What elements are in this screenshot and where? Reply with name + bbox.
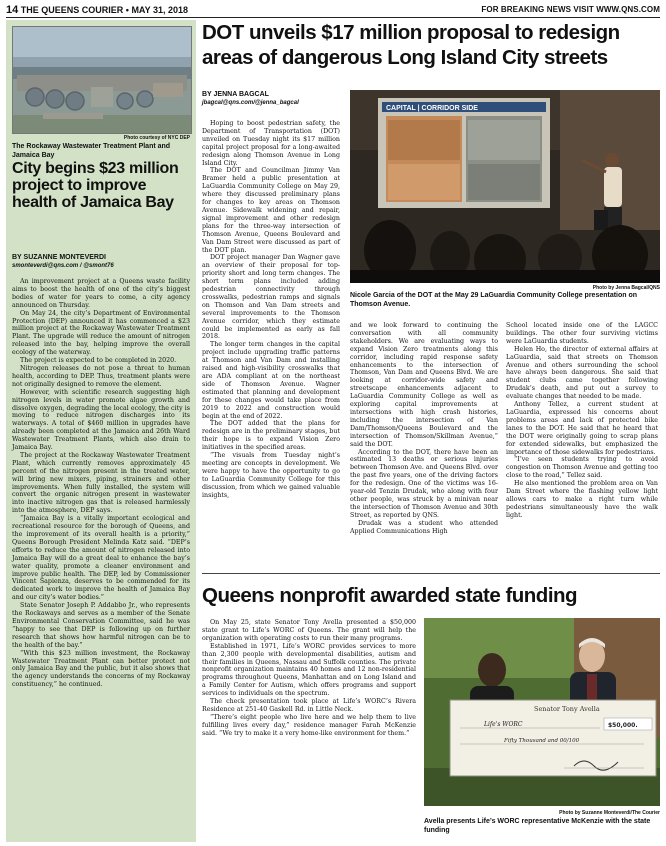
worc-check-photo [424, 618, 660, 806]
bay-byline: BY SUZANNE MONTEVERDI [12, 254, 106, 261]
bay-paragraph: State Senator Joseph P. Addabbo Jr., who represents the Rockaways and serves as a member of the Senate Environmental Conservation Committee, said he was “happy to see that DEP is following up on further research that shows how harmful nitrogen can be to the health of the bay.” [12, 602, 190, 649]
worc-paragraph: “There’s eight people who live here and we help them to live fulfilling lives every day,” residence manager Farah McKenzie said. “We try to make it a very home-like environment for them.” [202, 713, 416, 737]
bay-author-email[interactable]: smonteverdi@qns.com / @smont76 [12, 263, 114, 269]
page-header-bar [6, 4, 660, 18]
check-presentation-image [424, 618, 660, 806]
check-amount: $50,000. [608, 722, 638, 729]
issue-date: MAY 31, 2018 [131, 5, 188, 15]
dot-paragraph: He also mentioned the problem area on Van Dam Street where the flashing yellow light allows cars to make a right turn while pedestrians simultaneously have the walk light. [506, 480, 658, 519]
dot-paragraph: The longer term changes in the capital project include upgrading traffic patterns at Thomson and Van Dam and installing raised and high-visibility crosswalks that are ADA compliant at on the northeast side of Thomson Avenue. Wagner estimated that planning and development for these changes would take place from 2019 to 2022 and construction would begin at the end of 2022. [202, 341, 340, 420]
dot-headline: DOT unveils $17 million proposal to redesign areas of dangerous Long Island City streets [202, 21, 620, 69]
bay-paragraph: “Jamaica Bay is a vitally important ecological and recreational resource for the borough of Queens, and the improvement of its overall health is a priority,” Queens Borough President Melinda Katz said. “DEP’s efforts to reduce the amount of nitrogen released into Jamaica Bay will do a great deal to enhance the bay’s water quality, promote a cleaner environment and improve public health. The DEP, led by Commissioner Vincent Sapienza, deserves to be commended for its dedicated work to improve the health of Jamaica Bay and our city’s water bodies.” [12, 515, 190, 602]
dot-paragraph: Anthony Tellez, a current student at LaGuardia, expressed his concerns about problems areas and lack of protected bike lanes to the DOT. He said that he heard that the DOT were originally going to scrap plans for extended sidewalks, but emphasized the importance of those sidewalks for pedestrians. [506, 401, 658, 456]
worc-paragraph: Established in 1971, Life’s WORC provides services to more than 2,300 people with developmental disabilities, autism and their families in Queens, Nassau and Suffolk counties. The private nonprofit organization maintains 40 homes and 12 non-residential programs throughout Queens, Manhattan and on Long Island and a Family Center for Autism, which offers programs and support services to individuals on the spectrum. [202, 642, 416, 698]
bay-paragraph: On May 24, the city’s Department of Environmental Protection (DEP) announced it has commenced a $23 million project at the Rockaway Wastewater Treatment Plant. The upgrade will reduce the amount of nitrogen released into the bay, helping improve the overall ecology of the waterway. [12, 309, 190, 357]
dot-paragraph: “The visuals from Tuesday night’s meeting are concepts in development. We were happy to have the opportunity to go to LaGuardia Community College for this discussion, from which we gained valuable insights, [202, 452, 340, 499]
dot-photo-caption: Nicole Garcia of the DOT at the May 29 LaGuardia Community College presentation on Thomson Avenue. [350, 292, 638, 308]
dot-author-email[interactable]: jbagcal@qns.com/@jenna_bagcal [202, 100, 299, 106]
paper-name: THE QUEENS COURIER [20, 5, 124, 15]
dot-paragraph: According to the DOT, there have been an estimated 13 deaths or serious injuries between Thomson Ave. and Queens Blvd. over the past five years, one of the driving factors for the redesign. One of the victims was 16-year-old Tenzin Drudak, who along with four other people, was struck by a minivan near the intersection of Thomson Avenue and 30th Street, as reported by QNS. [350, 448, 498, 519]
page-folio: 14 THE QUEENS COURIER • MAY 31, 2018 [6, 4, 188, 16]
dot-column-1 [202, 120, 340, 500]
bay-photo-caption: The Rockaway Wastewater Treatment Plant and Jamaica Bay [12, 143, 171, 159]
bay-paragraph: However, with scientific research suggesting high nitrogen levels in water promote algae growth and dissolve oxygen, degrading the local ecology, the city is moving to reduce nitrogen discharges into its waterways. A total of $460 million in upgrades have already been completed at the Jamaica and 26th Ward Wastewater Treatment Plants, which also drain to Jamaica Bay. [12, 388, 190, 452]
check-senator-name: Senator Tony Avella [534, 705, 600, 713]
bay-paragraph: Nitrogen releases do not pose a threat to human health, according to DEP. Thus, treatment plants were not originally designed to remove the element. [12, 364, 190, 388]
worc-paragraph: The check presentation took place at Life’s WORC’s Rivera Residence at 251-40 Gaskell Rd. in Little Neck. [202, 698, 416, 713]
dot-photo-credit: Photo by Jenna Bagcal/QNS [592, 285, 660, 291]
dot-paragraph: The DOT added that the plans for redesign are in the preliminary stages, but their hope is to expand Vision Zero initiatives in the specified areas. [202, 420, 340, 452]
dot-paragraph: Helen Ho, the director of external affairs at LaGuardia, said that streets on Thomson Avenue and others surrounding the school have always been dangerous. She said that student clubs came together following Drudak’s death, and put out a survey to evaluate changes that needed to be made. [506, 345, 658, 401]
worc-headline: Queens nonprofit awarded state funding [202, 584, 578, 607]
page-number: 14 [6, 4, 19, 16]
sidebar-bay-story [6, 20, 196, 842]
worc-photo-credit: Photo by Suzanne Monteverdi/The Courier [559, 810, 660, 816]
dot-paragraph: “I’ve seen students trying to avoid congestion on Thomson Avenue and getting too close to the road,” Tellez said. [506, 456, 658, 480]
dot-paragraph: The DOT and Councilman Jimmy Van Bramer held a public presentation at LaGuardia Community College on May 29, where they discussed preliminary plans for changes to key areas on Thomson Avenue. Sidewalk widening and repair, signal improvement and other redesign plans for the three-way intersection of Thomson Avenue, Queens Boulevard and Van Dam Street were discussed as part of the DOT plan. [202, 167, 340, 254]
worc-photo-caption: Avella presents Life’s WORC representative McKenzie with the state funding [424, 818, 651, 834]
dot-paragraph: and we look forward to continuing the conversation with all community stakeholders. We are evaluating ways to expand Vision Zero treatments along this corridor, including rapid response safety enhancements to the intersection of Thomson, Van Dam and Queens Blvd. We are looking at corridor-wide safety and streetscape enhancements adjacent to LaGuardia Community College as well as exploring capital improvements at intersections with high crash histories, including the intersection of Van Dam/Thomson/Queens Boulevard and the intersection of Thomson/Skillman Avenue,” said the DOT. [350, 322, 498, 448]
bay-photo [12, 26, 192, 134]
worc-paragraph: On May 25, state Senator Tony Avella presented a $50,000 state grant to Life’s WORC of Queens. The grant will help the organization with operating costs to run their many programs. [202, 619, 416, 642]
check-payee: Life's WORC [484, 721, 523, 728]
bay-paragraph: An improvement project at a Queens waste facility aims to boost the health of one of the city’s biggest bodies of water for years to come, a city agency announced on Thursday. [12, 278, 190, 309]
section-divider [202, 573, 660, 574]
treatment-plant-aerial-image [13, 27, 191, 133]
worc-article-body [202, 619, 416, 738]
breaking-news-link[interactable]: FOR BREAKING NEWS VISIT WWW.QNS.COM [481, 5, 660, 14]
dot-column-3 [506, 322, 658, 520]
bay-paragraph: The project at the Rockaway Wastewater Treatment Plant, which currently removes approximately 45 percent of the nitrogen present in the treated water, will bring new mixers, piping, strainers and other improvements. When fully installed, the system will convert the organic nitrogen present in wastewater into inactive nitrogen gas that is released harmlessly into the atmosphere, DEP says. [12, 451, 190, 515]
dot-paragraph: Hoping to boost pedestrian safety, the Department of Transportation (DOT) unveiled on Tuesday night its $17 million capital project proposal for a long-awaited redesign along Thomson Avenue in Long Island City. [202, 120, 340, 167]
dot-column-2 [350, 322, 498, 535]
presentation-scene-image [350, 90, 660, 283]
slide-title: CAPITAL | CORRIDOR SIDE [386, 105, 478, 112]
bay-paragraph: The project is expected to be completed in 2020. [20, 357, 177, 365]
bay-headline: City begins $23 million project to improve health of Jamaica Bay [12, 160, 179, 211]
bay-paragraph: “With this $23 million investment, the Rockaway Wastewater Treatment Plant can better protect not only Jamaica Bay and the public, but it also shows that the agency understands the concerns of my Rockaway constituency,” he continued. [12, 649, 190, 689]
check-amount-words: Fifty Thousand and 00/100 [504, 738, 580, 744]
dot-paragraph: School located inside one of the LAGCC buildings. The other four surviving victims were LaGuardia students. [506, 322, 658, 345]
bay-photo-credit: Photo courtesy of NYC DEP [123, 135, 190, 141]
dot-paragraph: DOT project manager Dan Wagner gave an overview of their proposal for top-priority short and long term changes. The short term plans included adding pedestrian connectivity through crosswalks, pedestrian ramps and signals on Thomson and Van Dam streets and several improvements to the Thomson Avenue corridor, which they estimate could be implemented as early as fall 2018. [202, 254, 340, 341]
dot-presentation-photo [350, 90, 660, 283]
dot-paragraph: Drudak was a student who attended Applied Communications High [350, 519, 498, 535]
dot-byline: BY JENNA BAGCAL [202, 91, 269, 98]
bay-article-body [12, 278, 190, 689]
